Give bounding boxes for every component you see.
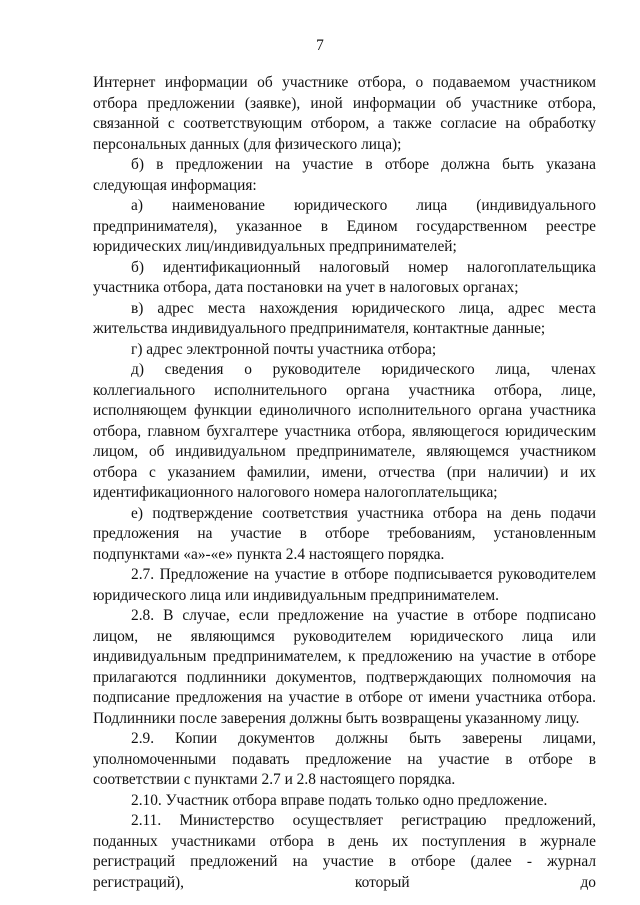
paragraph-clause-2-7: 2.7. Предложение на участие в отборе подписывается руководителем юридического лица или индивидуальным предпринимателем. bbox=[93, 566, 596, 604]
body-text bbox=[93, 73, 596, 893]
paragraph-consent-continuation: Интернет информации об участнике отбора, о подаваемом участником отбора предложении (заявке), иной информации об участнике отбора, связанной с соответствующим отбором, а также согласие на обработку персональных данных (для физического лица); bbox=[93, 74, 596, 153]
paragraph-item-e-compliance: е) подтверждение соответствия участника отбора на день подачи предложения на участие в отборе требованиям, установленным подпунктами «а»-«е» пункта 2.4 настоящего порядка. bbox=[93, 504, 596, 563]
paragraph-item-g-email: г) адрес электронной почты участника отбора; bbox=[131, 340, 437, 358]
page-number: 7 bbox=[316, 37, 324, 54]
paragraph-required-information: б) в предложении на участие в отборе должна быть указана следующая информация: bbox=[93, 156, 596, 194]
paragraph-item-v-address: в) адрес места нахождения юридического лица, адрес места жительства индивидуального предпринимателя, контактные данные; bbox=[93, 299, 596, 337]
paragraph-clause-2-8: 2.8. В случае, если предложение на участие в отборе подписано лицом, не являющимся руководителем юридического лица или индивидуальным предпринимателем, к предложению на участие в отборе прилагаются подлинники документов, подтверждающих полномочия на подписание предложения на участие в отборе от имени участника отбора. Подлинники после заверения должны быть возвращены указанному лицу. bbox=[93, 607, 596, 727]
paragraph-clause-2-9: 2.9. Копии документов должны быть заверены лицами, уполномоченными подавать предложение на участие в отборе в соответствии с пунктами 2.7 и 2.8 настоящего порядка. bbox=[93, 730, 596, 788]
paragraph-clause-2-11: 2.11. Министерство осуществляет регистрацию предложений, поданных участниками отбора в день их поступления в журнале регистраций предложений на участие в отборе (далее - журнал регистраций), который до bbox=[93, 812, 596, 891]
paragraph-item-b-tax-number: б) идентификационный налоговый номер налогоплательщика участника отбора, дата постановки на учет в налоговых органах; bbox=[93, 258, 596, 296]
paragraph-item-a-name: а) наименование юридического лица (индивидуального предпринимателя), указанное в Едином государственном реестре юридических лиц/индивидуальных предпринимателей; bbox=[93, 197, 596, 255]
paragraph-clause-2-10: 2.10. Участник отбора вправе подать только одно предложение. bbox=[131, 791, 548, 809]
paragraph-item-d-management: д) сведения о руководителе юридического лица, членах коллегиального исполнительного органа участника отбора, лице, исполняющем функции единоличного исполнительного органа участника отбора, главном бухгалтере участника отбора, являющегося юридическим лицом, об индивидуальном предпринимателе, являющемся участником отбора с указанием фамилии, имени, отчества (при наличии) и их идентификационного налогового номера налогоплательщика; bbox=[93, 361, 596, 501]
